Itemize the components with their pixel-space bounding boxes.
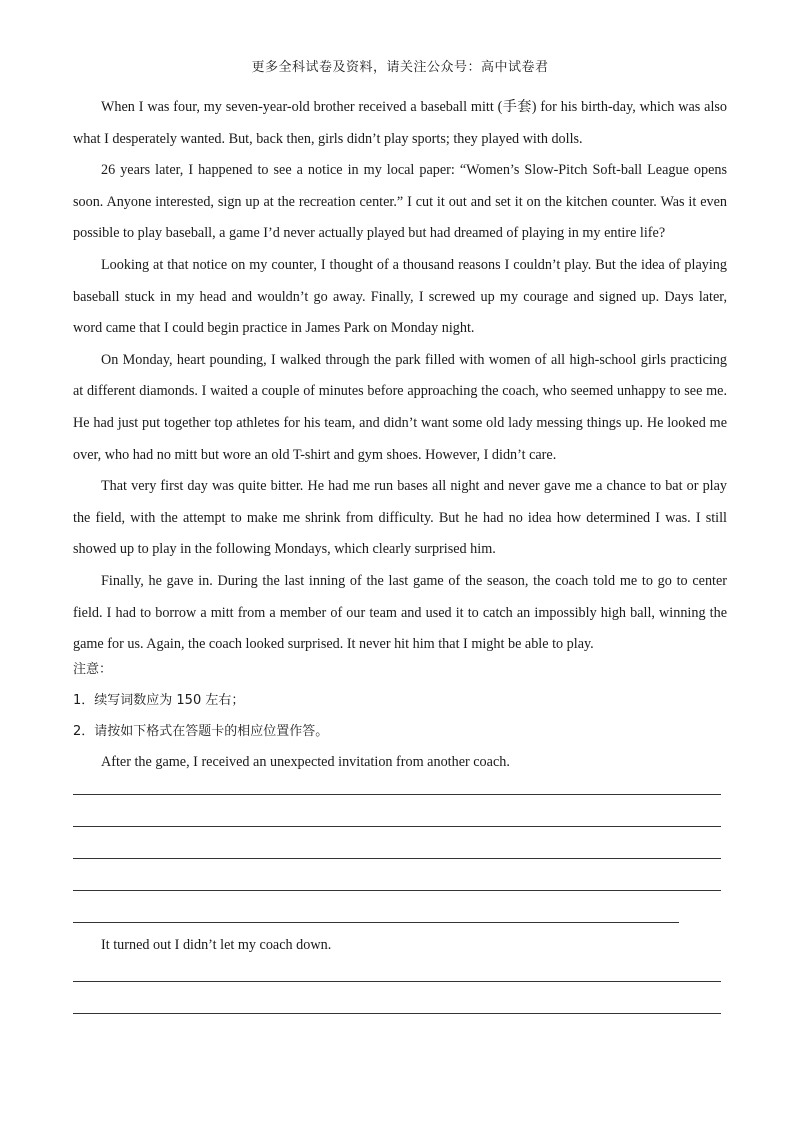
paragraph: On Monday, heart pounding, I walked through the park filled with women of all high-school girls practicing at different diamonds. I waited a couple of minutes before approaching the coach, who seemed unhappy to see me. He had just put together top athletes for his team, and didn’t want some old lady messing things up. He looked me over, who had no mitt but wore an old T-shirt and gym shoes. However, I didn’t care.	[73, 351, 727, 463]
answer-line[interactable]	[73, 890, 721, 891]
passage	[73, 92, 727, 661]
paragraph: When I was four, my seven-year-old brother received a baseball mitt (手套) for his birth-day, which was also what I desperately wanted. But, back then, girls didn’t play sports; they played with dolls.	[73, 99, 727, 147]
answer-line[interactable]	[73, 981, 721, 982]
notes-title: 注意：	[73, 662, 113, 677]
instructions	[73, 654, 727, 778]
continuation-prompt-2: It turned out I didn’t let my coach down.	[101, 937, 332, 953]
paragraph: 26 years later, I happened to see a notice in my local paper: “Women’s Slow-Pitch Soft-ball League opens soon. Anyone interested, sign up at the recreation center.” I cut it out and set it on the kitchen counter. Was it even possible to play baseball, a game I’d never actually played but had dreamed of playing in my entire life?	[73, 162, 727, 242]
answer-line[interactable]	[73, 1013, 721, 1014]
paragraph: Finally, he gave in. During the last inning of the last game of the season, the coach told me to go to center field. I had to borrow a mitt from a member of our team and used it to catch an impossibly high ball, winning the game for us. Again, the coach looked surprised. It never hit him that I might be able to play.	[73, 572, 727, 653]
paragraph: Looking at that notice on my counter, I thought of a thousand reasons I couldn’t play. But the idea of playing baseball stuck in my head and wouldn’t go away. Finally, I screwed up my courage and signed up. Days later, word came that I could begin practice in James Park on Monday night.	[73, 256, 727, 337]
continuation-prompt-1: After the game, I received an unexpected invitation from another coach.	[101, 754, 510, 770]
page-header: 更多全科试卷及资料，请关注公众号：高中试卷君	[251, 60, 549, 75]
answer-line[interactable]	[73, 794, 721, 795]
note-item-word-count: 1．续写词数应为 150 左右；	[73, 693, 245, 708]
answer-line[interactable]	[73, 922, 679, 923]
paragraph: That very first day was quite bitter. He had me run bases all night and never gave me a chance to bat or play the field, with the attempt to make me shrink from difficulty. But he had no idea how determined I was. I still showed up to play in the following Mondays, which clearly surprised him.	[73, 478, 727, 558]
answer-line[interactable]	[73, 858, 721, 859]
answer-line[interactable]	[73, 826, 721, 827]
note-item-format: 2．请按如下格式在答题卡的相应位置作答。	[73, 724, 329, 739]
